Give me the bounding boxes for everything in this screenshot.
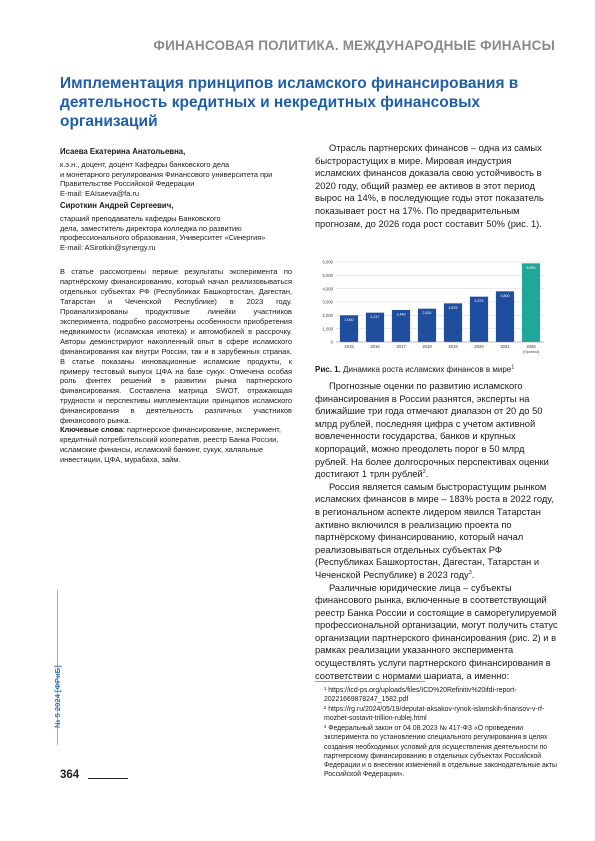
y-tick-label: 6,000 [322,259,333,265]
bar-value-label: 2,876 [448,305,458,310]
x-tick-label: 2019 [448,344,458,349]
author-block-2 [60,201,290,253]
bar [522,263,540,342]
x-tick-label: 2017 [396,344,406,349]
x-tick-label: 2020 [474,344,484,349]
caption-label: Рис. 1. [315,365,341,374]
author-block-1 [60,147,290,199]
author-line: к.э.н., доцент, доцент Кафедры банковского дела [60,159,230,169]
paragraph-group [315,380,558,682]
author-name: Исаева Екатерина Анатольевна, [60,147,186,156]
author-line: профессионального образования, Университет «Синергия» [60,233,266,243]
author-email[interactable]: E-mail: ASirotkin@synergy.ru [60,243,156,253]
x-tick-label: 2015 [344,344,354,349]
footnotes [324,686,560,780]
bar-value-label: 2,247 [370,315,380,320]
footnote-ref[interactable]: 2 [422,469,426,476]
keywords-text: : партнерское финансирование, эксперимент, кредитный потребительский кооператив, реестр Банка России, исламские финансы, исламский банкинг, сукук, халяльные инвестиции, ЦФА, мурабаха, займ. [60,425,281,464]
paragraph-4: Различные юридические лица – субъекты финансового рынка, включенные в соответствующий реестр Банка России и состоящие в саморегулируемой профессиональной организации, могут получить статус организации партнерского финансирования (рис. 2) и в рамках реализации указанного эксперимента осуществлять услуги партнерского финансирования в соответствии с нормами шариата, а именно: [315,582,558,681]
keywords-label: Ключевые слова [60,425,123,434]
abstract: В статье рассмотрены первые результаты эксперимента по партнёрскому финансированию, который начал реализовываться отдельных субъектах РФ (Республиках Башкортостан, Дагестан, Татарстан и Чеченской Республике) в 2023 году. Проанализированы продуктовые линейки участников эксперимента, подробно рассмотрены особенности приобретения недвижимости (исламская ипотека) и автомобилей в рассрочку. Авторы демонстрируют накопленный опыт в сфере исламского финансирования как внутри России, так и в зарубежных странах. В статье показаны инновационные исламские продукты, к примеру тестовый выпуск ЦФА на базе сукук. Отмечена особая роль финтех решений в развитии рынка партнерского финансирования. Составлена матрица SWOT, отражающая трудности и перспективы имплементации принципов исламского финансирования в деятельность различных участников финансового рынка. [60,267,292,426]
y-tick-label: 2,000 [322,312,333,318]
footnote-1[interactable]: ¹ https://icd-ps.org/uploads/files/ICD%20Refinitiv%20ifdi-report-20221669878247_1582.pdf [324,687,517,704]
article-title: Имплементация принципов исламского финансирования в деятельность кредитных и некредитных финансовых организаций [60,75,519,130]
paragraph-text: Россия является самым быстрорастущим рынком исламских финансов в мире – 183% роста в 2022 году, в региональном аспекте лидером явился Татарстан активно включился в реализацию проекта по партнёрскому финансированию, который начал реализовываться отдельных субъектах РФ (Республиках Башкортостан, Дагестан, Татарстан и Чеченской Республике) в 2023 году [315,481,554,580]
x-tick-label: 2021 [500,344,510,349]
y-tick-label: 0 [330,339,333,345]
caption-footnote-ref[interactable]: 1 [511,364,515,371]
footnote-2[interactable]: ² https://rg.ru/2024/05/19/deputat-aksakov-rynok-islamskih-finansov-v-rf-mozhet-sostavit-trillion-rublej.html [324,706,545,723]
paragraph-2: Прогнозные оценки по развитию исламского финансирования в России разнятся, эксперты на ближайшие три года отмечают диапазон от 20 до 50 млрд рублей, последняя цифра с учетом активной вовлеченности государства, банков и крупных корпораций, можно преодолеть порог в 50 млрд рублей. На более долгосрочных перспективах оценки достигают 1 трлн рублей$^2$. [315,381,549,480]
author-name: Сироткин Андрей Сергеевич, [60,201,174,210]
bar-value-label: 2,449 [396,312,406,317]
bar [496,291,514,342]
bar-value-label: 3,374 [474,299,484,304]
caption-text: Динамика роста исламских финансов в мире [340,365,512,374]
footer-rule [88,778,128,779]
paragraph-3: Россия является самым быстрорастущим рынком исламских финансов в мире – 183% роста в 2022 году, в региональном аспекте лидером явился Татарстан активно включился в реализацию проекта по партнёрскому финансированию, который начал реализовываться отдельных субъектах РФ (Республиках Башкортостан, Дагестан, Татарстан и Чеченской Республике) в 2023 году$^3$. [315,481,554,580]
footnote-divider [315,681,425,682]
paragraph-text: Отрасль партнерских финансов – одна из самых быстрорастущих в мире. Мировая индустрия исламских финансов доказала свою устойчивость в 2020 году, общий размер ее активов в этот период вырос на 14%, в последующие годы этот показатель показывает рост на 17%. По предварительным прогнозам, до 2026 года рост составит 50% (рис. 1). [315,143,544,229]
author-line: Правительстве Российской Федерации [60,179,195,189]
page-number: 364 [60,769,80,781]
footnote-3: ³ Федеральный закон от 04.08.2023 № 417-ФЗ «О проведении эксперимента по установлению специального регулирования в целях создания необходимых условий для осуществления деятельности по партнерскому финансированию в отдельных субъектах Российской Федерации и о внесении изменений в отдельные законодательные акты Российской Федерации». [324,725,557,778]
section-header: ФИНАНСОВАЯ ПОЛИТИКА. МЕЖДУНАРОДНЫЕ ФИНАНСЫ [153,38,555,53]
bar [470,297,488,342]
bar-value-label: 2,524 [422,311,432,316]
paragraph-1 [315,142,558,230]
x-tick-sublabel: (Прогноз) [522,350,540,354]
x-tick-label: 2026 [526,344,536,349]
y-tick-label: 5,000 [322,272,333,278]
author-line: старший преподаватель кафедры Банковского [60,213,221,223]
keywords [60,425,292,465]
bar-value-label: 3,800 [500,293,510,298]
author-email[interactable]: E-mail: EAIsaeva@fa.ru [60,189,139,199]
growth-bar-chart [314,256,550,360]
x-tick-label: 2016 [370,344,380,349]
y-tick-label: 1,000 [322,326,333,332]
y-tick-label: 4,000 [322,286,333,292]
issue-label: № 5 2024 [ФРиБ] [53,665,62,728]
author-line: дела, заместитель директора колледжа по развитию [60,223,242,233]
x-tick-label: 2018 [422,344,432,349]
bar-value-label: 2,000 [344,317,354,322]
paragraph-text: Прогнозные оценки по развитию исламского финансирования в России разнятся, эксперты на ближайшие три года отмечают диапазон от 20 до 50 млрд рублей, последняя цифра с учетом активной вовлеченности государства, банков и крупных корпораций, можно преодолеть порог в 50 млрд рублей. На более долгосрочных перспективах оценки достигают 1 трлн рублей [315,381,549,480]
y-tick-label: 3,000 [322,299,333,305]
figure-caption [315,365,514,374]
footnote-ref[interactable]: 3 [468,569,472,576]
author-line: и монетарного регулирования Финансового университета при [60,169,273,179]
bar-value-label: 5,900 [526,265,536,270]
